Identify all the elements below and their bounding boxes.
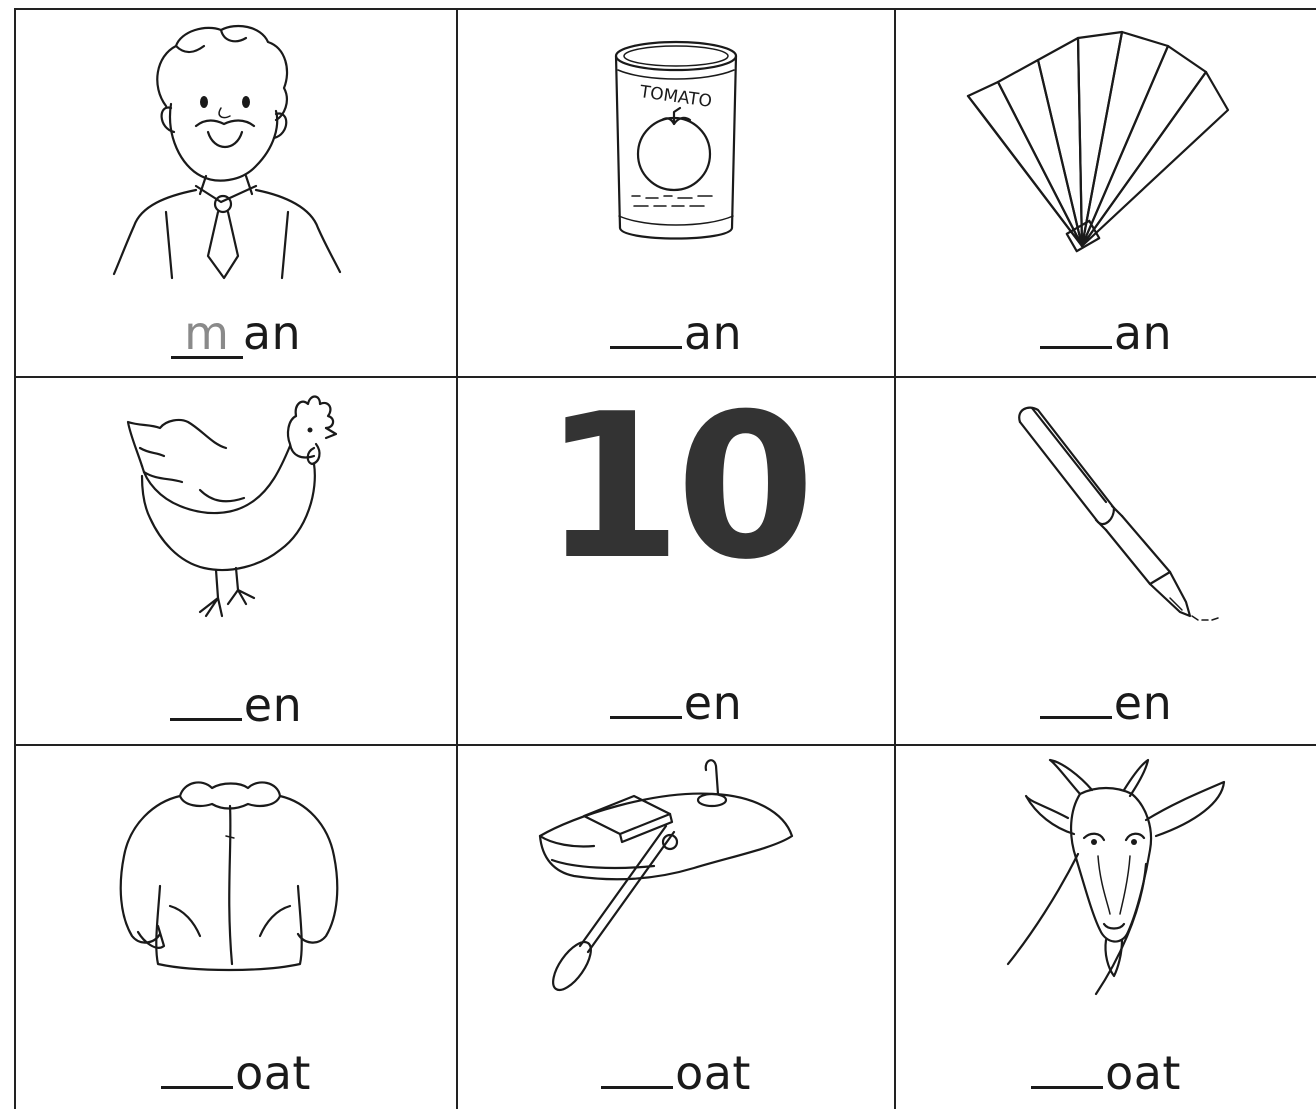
answer-blank[interactable] bbox=[610, 345, 682, 349]
word-oat-boat bbox=[458, 1046, 894, 1100]
cell-hen bbox=[16, 378, 456, 744]
cell-coat bbox=[16, 746, 456, 1109]
cell-goat bbox=[896, 746, 1316, 1109]
word-ending: oat bbox=[1105, 1046, 1181, 1100]
word-oat-coat bbox=[16, 1046, 456, 1100]
answer-blank[interactable] bbox=[170, 717, 242, 721]
word-ending: an bbox=[242, 306, 302, 360]
goat-illustration bbox=[996, 754, 1236, 1004]
tomato-can-illustration bbox=[606, 36, 746, 254]
answer-blank[interactable] bbox=[1040, 345, 1112, 349]
cell-fan bbox=[896, 10, 1316, 376]
word-ending: oat bbox=[675, 1046, 751, 1100]
hen-illustration bbox=[120, 390, 340, 634]
word-an-can bbox=[458, 306, 894, 360]
cell-ten bbox=[458, 378, 894, 744]
cell-tomato-can bbox=[458, 10, 894, 376]
word-an-fan bbox=[896, 306, 1316, 360]
coat-illustration bbox=[114, 776, 344, 976]
word-ending: an bbox=[683, 306, 743, 360]
answer-blank[interactable] bbox=[1040, 715, 1112, 719]
cell-man bbox=[16, 10, 456, 376]
word-ending: an bbox=[1113, 306, 1173, 360]
word-en-pen bbox=[896, 676, 1316, 730]
answer-blank[interactable] bbox=[601, 1085, 673, 1089]
cell-boat bbox=[458, 746, 894, 1109]
word-ending: oat bbox=[235, 1046, 311, 1100]
filled-letter: m bbox=[171, 310, 243, 359]
word-oat-goat bbox=[896, 1046, 1316, 1100]
word-ending: en bbox=[1113, 676, 1173, 730]
can-label-text: TOMATO bbox=[638, 82, 714, 112]
answer-blank[interactable] bbox=[610, 715, 682, 719]
man-illustration bbox=[96, 16, 356, 281]
number-ten: 10 bbox=[542, 378, 810, 604]
answer-blank[interactable] bbox=[1031, 1085, 1103, 1089]
word-en-ten bbox=[458, 676, 894, 730]
cell-pen bbox=[896, 378, 1316, 744]
word-ending: en bbox=[243, 678, 303, 732]
pen-illustration bbox=[1010, 402, 1230, 632]
fan-illustration bbox=[962, 24, 1234, 262]
word-en-hen bbox=[16, 678, 456, 732]
word-man bbox=[16, 306, 456, 360]
word-ending: en bbox=[683, 676, 743, 730]
boat-illustration bbox=[534, 756, 800, 996]
answer-blank[interactable] bbox=[161, 1085, 233, 1089]
